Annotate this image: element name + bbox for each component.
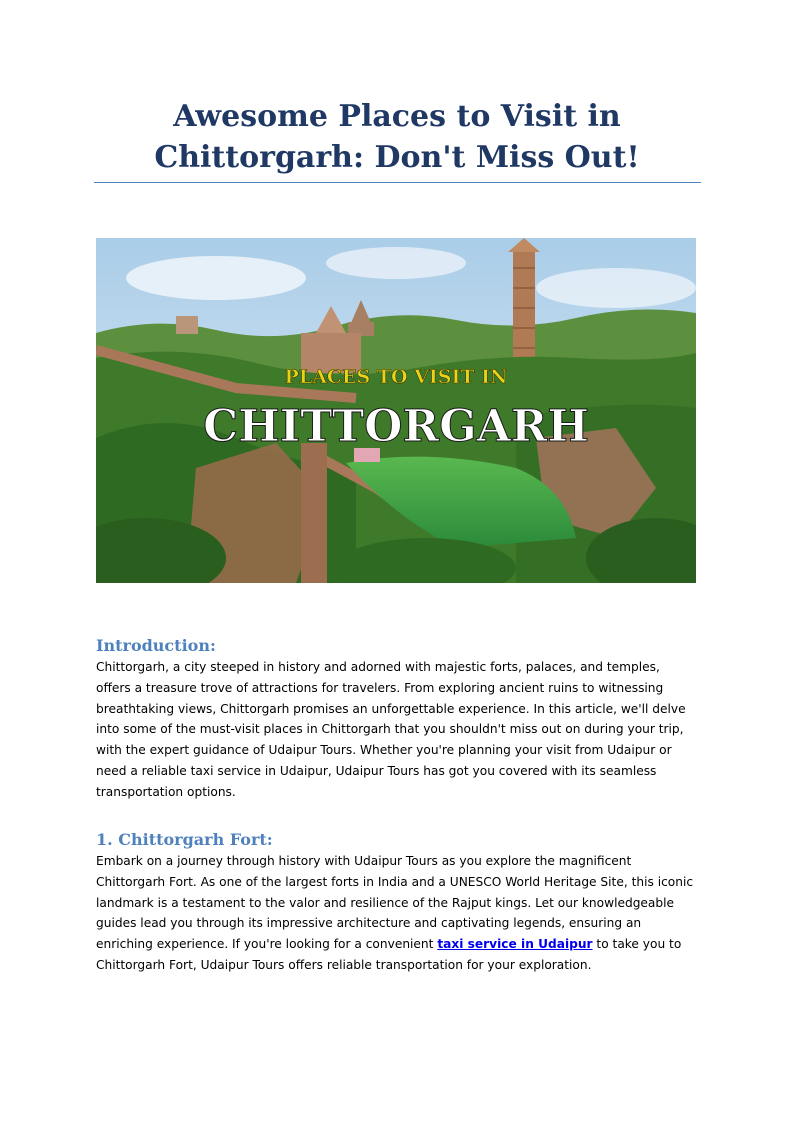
- hero-overlay-small: PLACES TO VISIT IN: [284, 366, 508, 388]
- title-line-1: Awesome Places to Visit in: [173, 99, 621, 134]
- page-title: [94, 96, 700, 178]
- intro-paragraph: Chittorgarh, a city steeped in history and adorned with majestic forts, palaces, and temples, offers a treasure trove of attractions for travelers. From exploring ancient ruins to witnessing breathtaking views, Chittorgarh promises an unforgettable experience. In this article, we'll delve into some of the must-visit places in Chittorgarh that you shouldn't miss out on during your trip, with the expert guidance of Udaipur Tours. Whether you're planning your visit from Udaipur or need a reliable taxi service in Udaipur, Udaipur Tours has got you covered with its seamless transportation options.: [96, 660, 686, 799]
- section-1-text-start: Embark on a journey through history with Udaipur Tours as you explore the magnificent Chittorgarh Fort. As one of the largest forts in India and a UNESCO World Heritage Site, this iconic landmark is a testament to the valor and resilience of the Rajput kings. Let our knowledgeable guides lead you through its impressive architecture and captivating legends, ensuring an enriching experience. If you're looking for a convenient: [96, 854, 694, 952]
- intro-heading: Introduction:: [96, 636, 216, 655]
- hero-image: [96, 238, 696, 583]
- hero-overlay-large: CHITTORGARH: [203, 401, 589, 452]
- section-1-heading: 1. Chittorgarh Fort:: [96, 830, 273, 849]
- section-1-paragraph: [96, 851, 698, 976]
- title-underline: [94, 182, 701, 183]
- title-line-2: Chittorgarh: Don't Miss Out!: [154, 140, 640, 175]
- section-1-text-end: to take you to Chittorgarh Fort, Udaipur Tours offers reliable transportation for your exploration.: [96, 937, 682, 972]
- hero-image-illustration: [96, 238, 696, 583]
- taxi-service-link[interactable]: taxi service in Udaipur: [437, 937, 593, 952]
